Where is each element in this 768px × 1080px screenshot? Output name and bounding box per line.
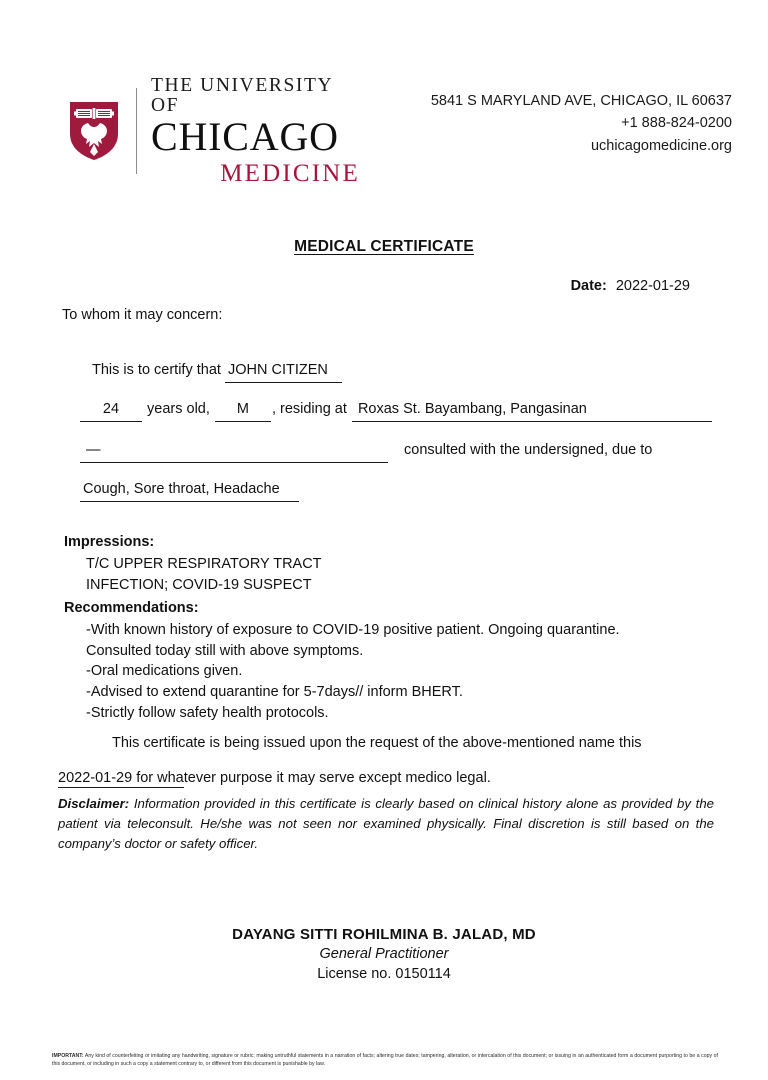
address-street: 5841 S MARYLAND AVE, CHICAGO, IL 60637 — [430, 93, 732, 109]
recommendations-line: -Oral medications given. — [86, 663, 243, 680]
patient-age-field[interactable]: 24 — [80, 399, 142, 422]
logo-wordmark — [151, 76, 360, 186]
signature-block — [0, 925, 768, 984]
footer-label: IMPORTANT: — [52, 1052, 84, 1059]
impressions-body — [86, 554, 710, 595]
closing-line-1: This certificate is being issued upon the request of the above-mentioned name this — [112, 735, 642, 751]
disclaimer-label: Disclaimer: — [58, 796, 130, 811]
logo-line-medicine: MEDICINE — [220, 160, 360, 187]
certify-prefix: This is to certify that — [92, 362, 221, 379]
age-label: years old, — [147, 401, 210, 418]
recommendations-section — [58, 598, 710, 723]
closing-line-2 — [58, 768, 718, 789]
recommendations-line: -With known history of exposure to COVID-19 positive patient. Ongoing quarantine. — [86, 622, 620, 639]
certificate-body — [58, 305, 710, 723]
patient-info-line — [80, 399, 710, 422]
symptoms-field[interactable]: Cough, Sore throat, Headache — [80, 479, 299, 502]
impressions-line: INFECTION; COVID-19 SUSPECT — [86, 576, 312, 593]
disclaimer-block — [58, 794, 714, 854]
recommendations-line: -Advised to extend quarantine for 5-7days// inform BHERT. — [86, 684, 463, 700]
logo-line-the-university-of: THE UNIVERSITY OF — [151, 75, 333, 116]
closing-statement — [58, 733, 718, 789]
disclaimer-text: Information provided in this certificate is clearly based on clinical history alone as provided by the patient via teleconsult. He/she was not seen nor examined physically. Final discretion is still based on the company’s doctor or safety officer. — [58, 796, 714, 852]
university-crest-icon — [68, 100, 120, 162]
impressions-heading: Impressions: — [64, 534, 155, 551]
address-phone: +1 888-824-0200 — [621, 115, 732, 132]
doctor-name: DAYANG SITTI ROHILMINA B. JALAD, MD — [232, 926, 536, 943]
impressions-line: T/C UPPER RESPIRATORY TRACT — [86, 556, 322, 573]
date-label: Date: — [570, 278, 607, 294]
recommendations-line: Consulted today still with above symptoms. — [86, 642, 364, 659]
salutation: To whom it may concern: — [62, 307, 223, 323]
clinic-address-block — [431, 90, 732, 157]
consulted-text: consulted with the undersigned, due to — [404, 442, 653, 459]
page-title: MEDICAL CERTIFICATE — [294, 238, 474, 255]
date-field — [571, 278, 690, 294]
symptoms-line — [80, 479, 710, 502]
patient-address-field[interactable]: Roxas St. Bayambang, Pangasinan — [352, 399, 712, 422]
recommendations-heading: Recommendations: — [64, 600, 199, 617]
logo-line-chicago: CHICAGO — [151, 114, 339, 159]
legal-footer — [52, 1052, 718, 1068]
date-value: 2022-01-29 — [615, 278, 690, 294]
document-header — [0, 68, 768, 194]
footer-text: Any kind of counterfeiting or imitating any handwriting, signature or rubric; making untruthful statements in a narration of facts; altering true dates; tampering, alteration, or intercalation of this document; or issuing in an authenticated form a document purporting to be a copy of this document, or including in such a copy a statement contrary to, or different from this document is punishable by law. — [52, 1052, 718, 1067]
uchicago-medicine-logo — [50, 68, 360, 194]
consultation-line — [80, 440, 710, 463]
closing-line-2-tail: tever purpose it may serve except medico legal. — [183, 770, 491, 787]
patient-name-field[interactable]: JOHN CITIZEN — [225, 360, 342, 383]
consult-reason-field[interactable]: — — [80, 440, 388, 463]
logo-divider — [136, 88, 137, 174]
recommendations-line: -Strictly follow safety health protocols. — [86, 704, 329, 721]
patient-sex-field[interactable]: M — [215, 399, 271, 422]
doctor-license: License no. 0150114 — [317, 965, 451, 982]
residing-label: , residing at — [271, 401, 347, 418]
certify-line — [92, 360, 710, 383]
address-website: uchicagomedicine.org — [590, 137, 732, 154]
closing-issue-date-field[interactable]: 2022-01-29 for wha — [58, 770, 184, 787]
impressions-section — [58, 532, 710, 595]
recommendations-body — [86, 620, 710, 723]
doctor-role: General Practitioner — [319, 946, 449, 963]
